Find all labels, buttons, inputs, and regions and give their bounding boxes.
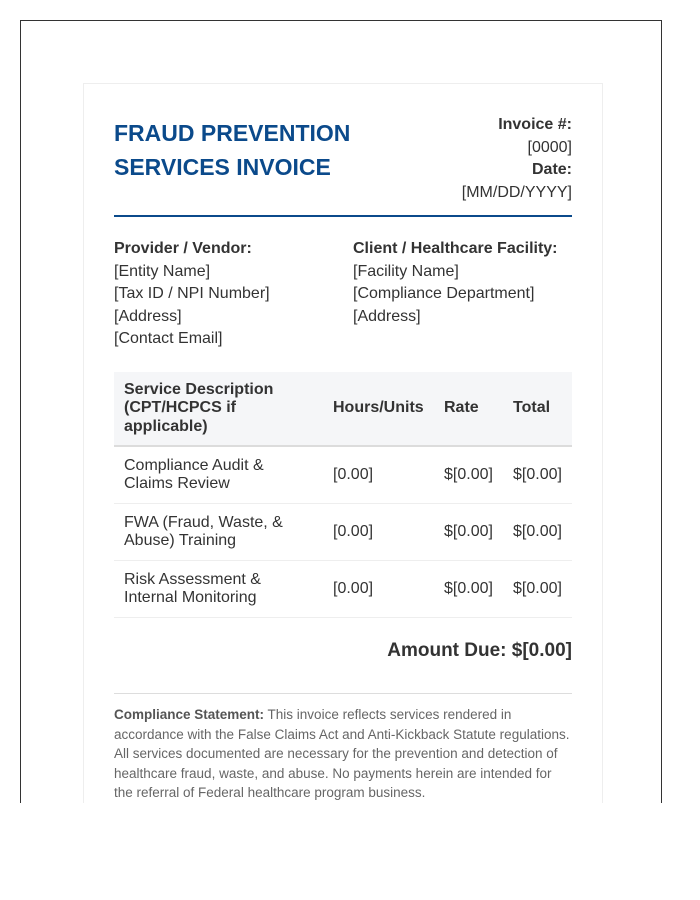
row-rate: $[0.00] <box>434 446 503 504</box>
row-rate: $[0.00] <box>434 561 503 618</box>
row-total: $[0.00] <box>503 504 572 561</box>
client-department: [Compliance Department] <box>353 285 535 302</box>
document-frame <box>20 20 662 803</box>
table-row <box>114 504 572 561</box>
amount-due: Amount Due: $[0.00] <box>387 640 572 661</box>
compliance-statement <box>114 705 572 803</box>
row-description: Risk Assessment & Internal Monitoring <box>114 561 323 618</box>
row-description: Compliance Audit & Claims Review <box>114 446 323 504</box>
provider-tax-id: [Tax ID / NPI Number] <box>114 285 270 302</box>
client-facility-name: [Facility Name] <box>353 262 459 280</box>
provider-contact-email: [Contact Email] <box>114 330 223 347</box>
compliance-text: This invoice reflects services rendered in accordance with the False Claims Act and Anti-Kickback Statute regulations. All services documented are necessary for the prevention and detection of healthcare fraud, waste, and abuse. No payments herein are intended for the referral of Federal healthcare program business. <box>114 707 570 800</box>
row-total: $[0.00] <box>503 446 572 504</box>
row-rate: $[0.00] <box>434 504 503 561</box>
invoice-date-label: Date: <box>531 161 572 178</box>
provider-heading: Provider / Vendor: <box>114 240 252 257</box>
row-total: $[0.00] <box>503 561 572 618</box>
table-row <box>114 446 572 504</box>
compliance-label: Compliance Statement: <box>114 707 265 722</box>
row-description: FWA (Fraud, Waste, & Abuse) Training <box>114 504 323 561</box>
client-heading: Client / Healthcare Facility: <box>353 240 558 257</box>
invoice-page <box>83 83 603 803</box>
invoice-number-label: Invoice #: <box>498 116 572 133</box>
row-hours: [0.00] <box>323 504 434 561</box>
section-divider <box>114 693 572 694</box>
invoice-date-value: [MM/DD/YYYY] <box>461 183 572 201</box>
provider-block <box>114 238 334 351</box>
header-total: Total <box>503 372 572 446</box>
client-block <box>353 238 578 328</box>
invoice-meta <box>372 114 572 204</box>
invoice-number-value: [0000] <box>527 138 572 156</box>
invoice-content <box>114 84 572 803</box>
table-row <box>114 561 572 618</box>
parties-section <box>114 217 572 372</box>
provider-entity-name: [Entity Name] <box>114 262 211 280</box>
row-hours: [0.00] <box>323 446 434 504</box>
invoice-header <box>114 84 572 217</box>
provider-address: [Address] <box>114 307 182 325</box>
header-hours-units: Hours/Units <box>323 372 434 446</box>
table-header-row <box>114 372 572 446</box>
row-hours: [0.00] <box>323 561 434 618</box>
services-table <box>114 372 572 618</box>
header-service-description: Service Description (CPT/HCPCS if applicable) <box>114 372 323 446</box>
client-address: [Address] <box>353 307 421 325</box>
invoice-title: FRAUD PREVENTION SERVICES INVOICE <box>114 120 351 180</box>
header-rate: Rate <box>434 372 503 446</box>
